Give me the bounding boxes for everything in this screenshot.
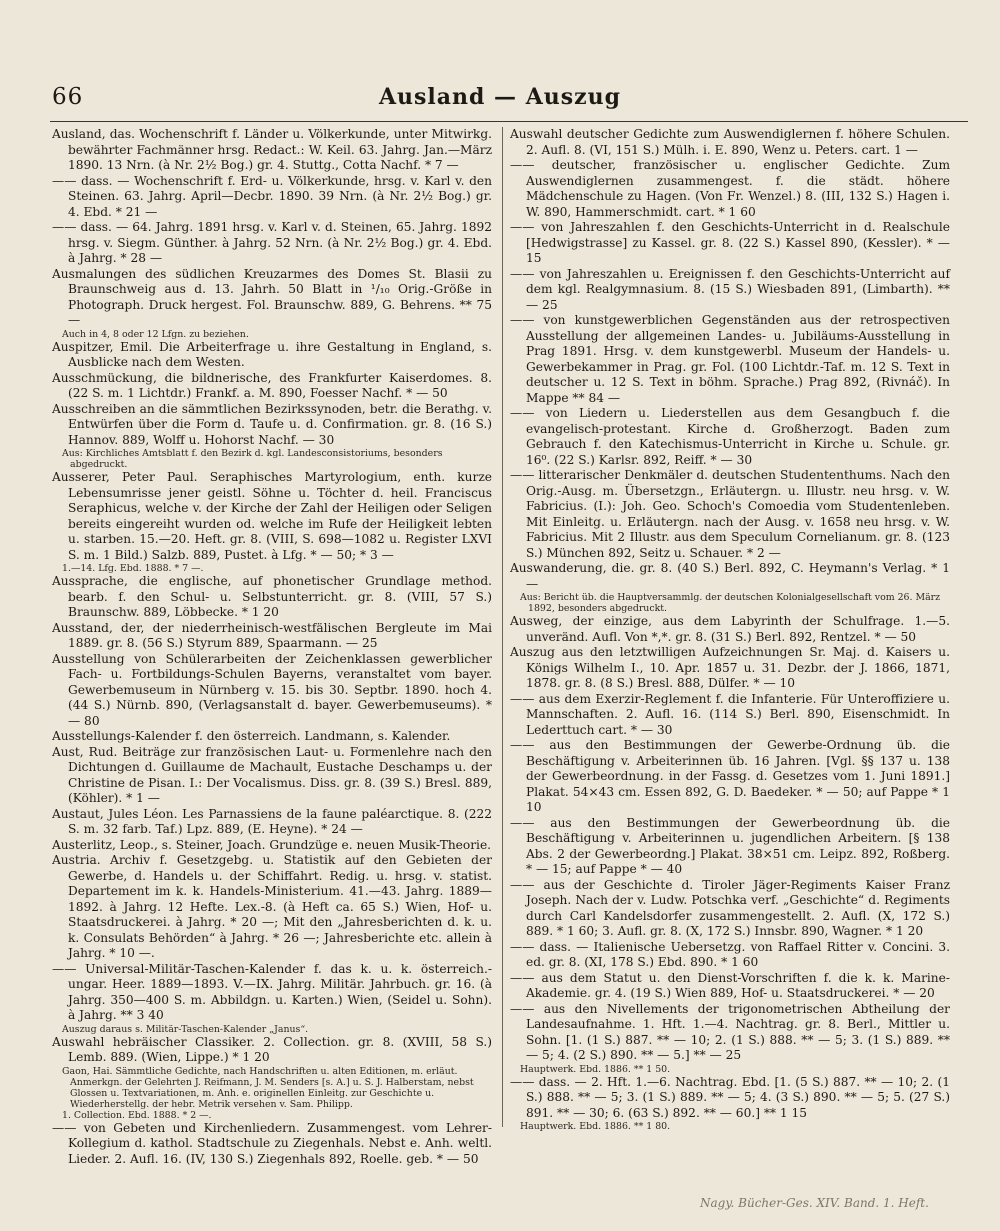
bibliographic-entry: —— deutscher, französischer u. englischer Gedichte. Zum Auswendiglernen zusammengest. f. die städt. höhere Mädchenschule zu Hagen. (Von Fr. Wenzel.) 8. (III, 132 S.) Hagen i. W. 890, Hammerschmidt. cart. * 1 60 bbox=[510, 158, 950, 219]
bibliographic-entry: Ausschmückung, die bildnerische, des Frankfurter Kaiserdomes. 8. (22 S. m. 1 Lichtdr.) Frankf. a. M. 890, Foesser Nachf. * — 50 bbox=[52, 370, 492, 400]
bibliographic-entry: —— von Jahreszahlen u. Ereignissen f. den Geschichts-Unterricht auf dem kgl. Realgymnasium. 8. (15 S.) Wiesbaden 891, (Limbarth). ** — 25 bbox=[510, 266, 950, 312]
bibliographic-entry: —— von Gebeten und Kirchenliedern. Zusammengest. vom Lehrer-Kollegium d. kathol. Stadtschule zu Ziegenhals. Nebst e. Anh. weltl. Lieder. 2. Aufl. 16. (IV, 130 S.) Ziegenhals 892, Roelle. geb. * — 50 bbox=[52, 1120, 492, 1166]
header-rule bbox=[50, 121, 968, 122]
bibliographic-entry: —— dass. — Wochenschrift f. Erd- u. Völkerkunde, hrsg. v. Karl v. den Steinen. 63. Jahrg. April—Decbr. 1890. 39 Nrn. (à Nr. 2½ Bog.) gr. 4. Ebd. * 21 — bbox=[52, 173, 492, 219]
bibliographic-entry: —— dass. — Italienische Uebersetzg. von Raffael Ritter v. Concini. 3. ed. gr. 8. (XI, 178 S.) Ebd. 890. * 1 60 bbox=[510, 939, 950, 969]
right-column bbox=[510, 127, 950, 1132]
bibliographic-entry: Ausweg, der einzige, aus dem Labyrinth der Schulfrage. 1.—5. unveränd. Aufl. Von *,*. gr. 8. (31 S.) Berl. 892, Rentzel. * — 50 bbox=[510, 614, 950, 644]
bibliographic-entry: Auswahl deutscher Gedichte zum Auswendiglernen f. höhere Schulen. 2. Aufl. 8. (VI, 151 S.) Mülh. i. E. 890, Wenz u. Peters. cart. 1 — bbox=[510, 127, 950, 157]
bibliographic-entry: —— von Jahreszahlen f. den Geschichts-Unterricht in d. Realschule [Hedwigstrasse] zu Kassel. gr. 8. (22 S.) Kassel 890, (Kessler). * — 15 bbox=[510, 220, 950, 265]
bibliographic-entry: —— aus der Geschichte d. Tiroler Jäger-Regiments Kaiser Franz Joseph. Nach der v. Ludw. Potschka verf. „Geschichte“ d. Regiments durch Carl Kandelsdorfer zusammengestellt. 2. Aufl. (X, 172 S.) 889. * 1 60; 3. Aufl. gr. 8. (X, 172 S.) Innsbr. 890, Wagner. * 1 20 bbox=[510, 877, 950, 938]
bottom-stamp: Nagy. Bücher-Ges. XIV. Band. 1. Heft. bbox=[700, 1196, 929, 1210]
bibliographic-entry: Aussprache, die englische, auf phonetischer Grundlage method. bearb. f. den Schul- u. Selbstunterricht. gr. 8. (VIII, 57 S.) Braunschw. 889, Löbbecke. * 1 20 bbox=[52, 574, 492, 619]
bibliographic-entry: —— aus dem Exerzir-Reglement f. die Infanterie. Für Unteroffiziere u. Mannschaften. 2. Aufl. 16. (114 S.) Berl. 890, Eisenschmidt. In Lederttuch cart. * — 30 bbox=[510, 691, 950, 737]
bibliographic-entry: —— aus dem Statut u. den Dienst-Vorschriften f. die k. k. Marine-Akademie. gr. 4. (19 S.) Wien 889, Hof- u. Staatsdruckerei. * — 20 bbox=[510, 970, 950, 1000]
column-divider bbox=[502, 127, 503, 1127]
bibliographic-entry: Aust, Rud. Beiträge zur französischen Laut- u. Formenlehre nach den Dichtungen d. Guillaume de Machault, Eustache Deschamps u. der Christine de Pisan. I.: Der Vocalismus. Diss. gr. 8. (39 S.) Bresl. 889, (Köhler). * 1 — bbox=[52, 744, 492, 805]
page-number: 66 bbox=[52, 84, 84, 110]
bibliographic-entry: Ausstand, der, der niederrheinisch-westfälischen Bergleute im Mai 1889. gr. 8. (56 S.) Styrum 889, Spaarmann. — 25 bbox=[52, 620, 492, 650]
bibliographic-note: Auszug daraus s. Militär-Taschen-Kalender „Janus“. bbox=[62, 1023, 309, 1035]
bibliographic-entry: Ausland, das. Wochenschrift f. Länder u. Völkerkunde, unter Mitwirkg. bewährter Fachmänner hrsg. Redact.: W. Keil. 63. Jahrg. Jan.—März 1890. 13 Nrn. (à Nr. 2½ Bog.) gr. 4. Stuttg., Cotta Nachf. * 7 — bbox=[52, 127, 492, 172]
bibliographic-note: Gaon, Hai. Sämmtliche Gedichte, nach Handschriften u. alten Editionen, m. erläut. Anmerkgn. der Gelehrten J. Reifmann, J. M. Senders [s. A.] u. S. J. Halberstam, nebst Glossen u. Textvariationen, m. Anh. e. originellen Einleitg. zur Geschichte u. Wiederherstellg. der hebr. Metrik versehen v. Sam. Philipp. bbox=[62, 1065, 474, 1110]
bibliographic-entry: —— dass. — 64. Jahrg. 1891 hrsg. v. Karl v. d. Steinen, 65. Jahrg. 1892 hrsg. v. Siegm. Günther. à Jahrg. 52 Nrn. (à Nr. 2½ Bog.) gr. 4. Ebd. à Jahrg. * 28 — bbox=[52, 220, 492, 265]
bibliographic-entry: Ausmalungen des südlichen Kreuzarmes des Domes St. Blasii zu Braunschweig aus d. 13. Jahrh. 50 Blatt in ¹/₁₀ Orig.-Größe in Photograph. Druck hergest. Fol. Braunschw. 889, G. Behrens. ** 75 — bbox=[52, 266, 492, 327]
bibliographic-entry: Auspitzer, Emil. Die Arbeiterfrage u. ihre Gestaltung in England, s. Ausblicke nach dem Westen. bbox=[52, 339, 492, 369]
bibliographic-entry: Auszug aus den letztwilligen Aufzeichnungen Sr. Maj. d. Kaisers u. Königs Wilhelm I., 10. Apr. 1857 u. 31. Dezbr. der J. 1866, 1871, 1878. gr. 8. (8 S.) Bresl. 888, Dülfer. * — 10 bbox=[510, 645, 950, 690]
bibliographic-entry: —— von Liedern u. Liederstellen aus dem Gesangbuch f. die evangelisch-protestant. Kirche d. Großherzogt. Baden zum Gebrauch f. den Katechismus-Unterricht in Kirche u. Schule. gr. 16⁰. (22 S.) Karlsr. 892, Reiff. * — 30 bbox=[510, 406, 950, 467]
bibliographic-entry: Austaut, Jules Léon. Les Parnassiens de la faune paléarctique. 8. (222 S. m. 32 farb. Taf.) Lpz. 889, (E. Heyne). * 24 — bbox=[52, 806, 492, 836]
bibliographic-entry: —— dass. — 2. Hft. 1.—6. Nachtrag. Ebd. [1. (5 S.) 887. ** — 10; 2. (1 S.) 888. ** — 5; 3. (1 S.) 889. ** — 5; 4. (3 S.) 890. ** — 5; 5. (27 S.) 891. ** — 30; 6. (63 S.) 892. ** — 60.] ** 1 15 bbox=[510, 1074, 950, 1120]
bibliographic-entry: —— von kunstgewerblichen Gegenständen aus der retrospectiven Ausstellung der allgemeinen Landes- u. Jubiläums-Ausstellung in Prag 1891. Hrsg. v. dem kunstgewerbl. Museum der Handels- u. Gewerbekammer in Prag. gr. Fol. (100 Lichtdr.-Taf. m. 12 S. Text in deutscher u. 12 S. Text in böhm. Sprache.) Prag 892, (Rivnáč). In Mappe ** 84 — bbox=[510, 313, 950, 405]
bibliographic-entry: Austerlitz, Leop., s. Steiner, Joach. Grundzüge e. neuen Musik-Theorie. bbox=[52, 837, 492, 852]
bibliographic-entry: Auswanderung, die. gr. 8. (40 S.) Berl. 892, C. Heymann's Verlag. * 1 — bbox=[510, 561, 950, 591]
bibliographic-entry: Ausstellungs-Kalender f. den österreich. Landmann, s. Kalender. bbox=[52, 729, 451, 743]
bibliographic-note: Aus: Bericht üb. die Hauptversammlg. der deutschen Kolonialgesellschaft vom 26. März 1892, besonders abgedruckt. bbox=[520, 592, 941, 614]
running-title: Ausland — Auszug bbox=[378, 84, 622, 110]
bibliographic-entry: Ausserer, Peter Paul. Seraphisches Martyrologium, enth. kurze Lebensumrisse jener geistl. Söhne u. Töchter d. heil. Franciscus Seraphicus, welche v. der Kirche der Zahl der Heiligen oder Seligen bereits eingereiht wurden od. welche im Rufe der Heiligkeit lebten u. starben. 15.—20. Heft. gr. 8. (VIII, S. 698—1082 u. Register LXVI S. m. 1 Bild.) Salzb. 889, Pustet. à Lfg. * — 50; * 3 — bbox=[52, 470, 492, 562]
bibliographic-entry: —— aus den Bestimmungen der Gewerbeordnung üb. die Beschäftigung v. Arbeiterinnen u. jugendlichen Arbeitern. [§ 138 Abs. 2 der Gewerbeordng.] Plakat. 38×51 cm. Leipz. 892, Roßberg. * — 15; auf Pappe * — 40 bbox=[510, 815, 950, 876]
bibliographic-entry: —— litterarischer Denkmäler d. deutschen Studententhums. Nach den Orig.-Ausg. m. Übersetzgn., Erläutergn. u. Illustr. neu hrsg. v. W. Fabricius. (I.): Joh. Geo. Schoch's Comoedia vom Studentenleben. Mit Einleitg. u. Erläutergn. nach der Ausg. v. 1658 neu hrsg. v. W. Fabricius. Mit 2 Illustr. aus dem Speculum Cornelianum. gr. 8. (123 S.) München 892, Seitz u. Schauer. * 2 — bbox=[510, 468, 950, 560]
bibliographic-note: Hauptwerk. Ebd. 1886. ** 1 50. bbox=[520, 1063, 671, 1075]
bibliographic-note: Hauptwerk. Ebd. 1886. ** 1 80. bbox=[520, 1121, 671, 1132]
bibliographic-entry: —— aus den Nivellements der trigonometrischen Abtheilung der Landesaufnahme. 1. Hft. 1.—4. Nachtrag. gr. 8. Berl., Mittler u. Sohn. [1. (1 S.) 887. ** — 10; 2. (1 S.) 888. ** — 5; 3. (1 S.) 889. ** — 5; 4. (2 S.) 890. ** — 5.] ** — 25 bbox=[510, 1001, 950, 1062]
bibliographic-note: 1. Collection. Ebd. 1888. * 2 —. bbox=[62, 1109, 212, 1121]
bibliographic-entry: —— aus den Bestimmungen der Gewerbe-Ordnung üb. die Beschäftigung v. Arbeiterinnen üb. 16 Jahren. [Vgl. §§ 137 u. 138 der Gewerbeordnung. in der Fassg. d. Gesetzes vom 1. Juni 1891.] Plakat. 54×43 cm. Essen 892, G. D. Baedeker. * — 50; auf Pappe * 1 10 bbox=[510, 738, 950, 814]
bibliographic-note: Auch in 4, 8 oder 12 Lfgn. zu beziehen. bbox=[62, 328, 249, 340]
bibliographic-entry: Ausschreiben an die sämmtlichen Bezirkssynoden, betr. die Berathg. v. Entwürfen über die Form d. Taufe u. d. Confirmation. gr. 8. (16 S.) Hannov. 889, Wolff u. Hohorst Nachf. — 30 bbox=[52, 401, 492, 447]
bibliographic-entry: —— Universal-Militär-Taschen-Kalender f. das k. u. k. österreich.-ungar. Heer. 1889—1893. V.—IX. Jahrg. Militär. Jahrbuch. gr. 16. (à Jahrg. 350—400 S. m. Abbildgn. u. Karten.) Wien, (Seidel u. Sohn). à Jahrg. ** 3 40 bbox=[52, 961, 492, 1022]
bibliographic-entry: Austria. Archiv f. Gesetzgebg. u. Statistik auf den Gebieten der Gewerbe, d. Handels u. der Schiffahrt. Redig. u. hrsg. v. statist. Departement im k. k. Handels-Ministerium. 41.—43. Jahrg. 1889—1892. à Jahrg. 12 Hefte. Lex.-8. (à Heft ca. 65 S.) Wien, Hof- u. Staatsdruckerei. à Jahrg. * 20 —; Mit den „Jahresberichten d. k. u. k. Consulats Behörden“ à Jahrg. * 26 —; Jahresberichte etc. allein à Jahrg. * 10 —. bbox=[52, 853, 492, 960]
left-column bbox=[52, 127, 492, 1167]
bibliographic-note: 1.—14. Lfg. Ebd. 1888. * 7 —. bbox=[62, 563, 204, 574]
bibliographic-entry: Ausstellung von Schülerarbeiten der Zeichenklassen gewerblicher Fach- u. Fortbildungs-Schulen Bayerns, veranstaltet vom bayer. Gewerbemuseum in Nürnberg v. 15. bis 30. Septbr. 1890. hoch 4. (44 S.) Nürnb. 890, (Verlagsanstalt d. bayer. Gewerbemuseums). * — 80 bbox=[52, 651, 492, 728]
bibliographic-note: Aus: Kirchliches Amtsblatt f. den Bezirk d. kgl. Landesconsistoriums, besonders abgedruckt. bbox=[62, 448, 443, 470]
bibliographic-entry: Auswahl hebräischer Classiker. 2. Collection. gr. 8. (XVIII, 58 S.) Lemb. 889. (Wien, Lippe.) * 1 20 bbox=[52, 1034, 492, 1064]
